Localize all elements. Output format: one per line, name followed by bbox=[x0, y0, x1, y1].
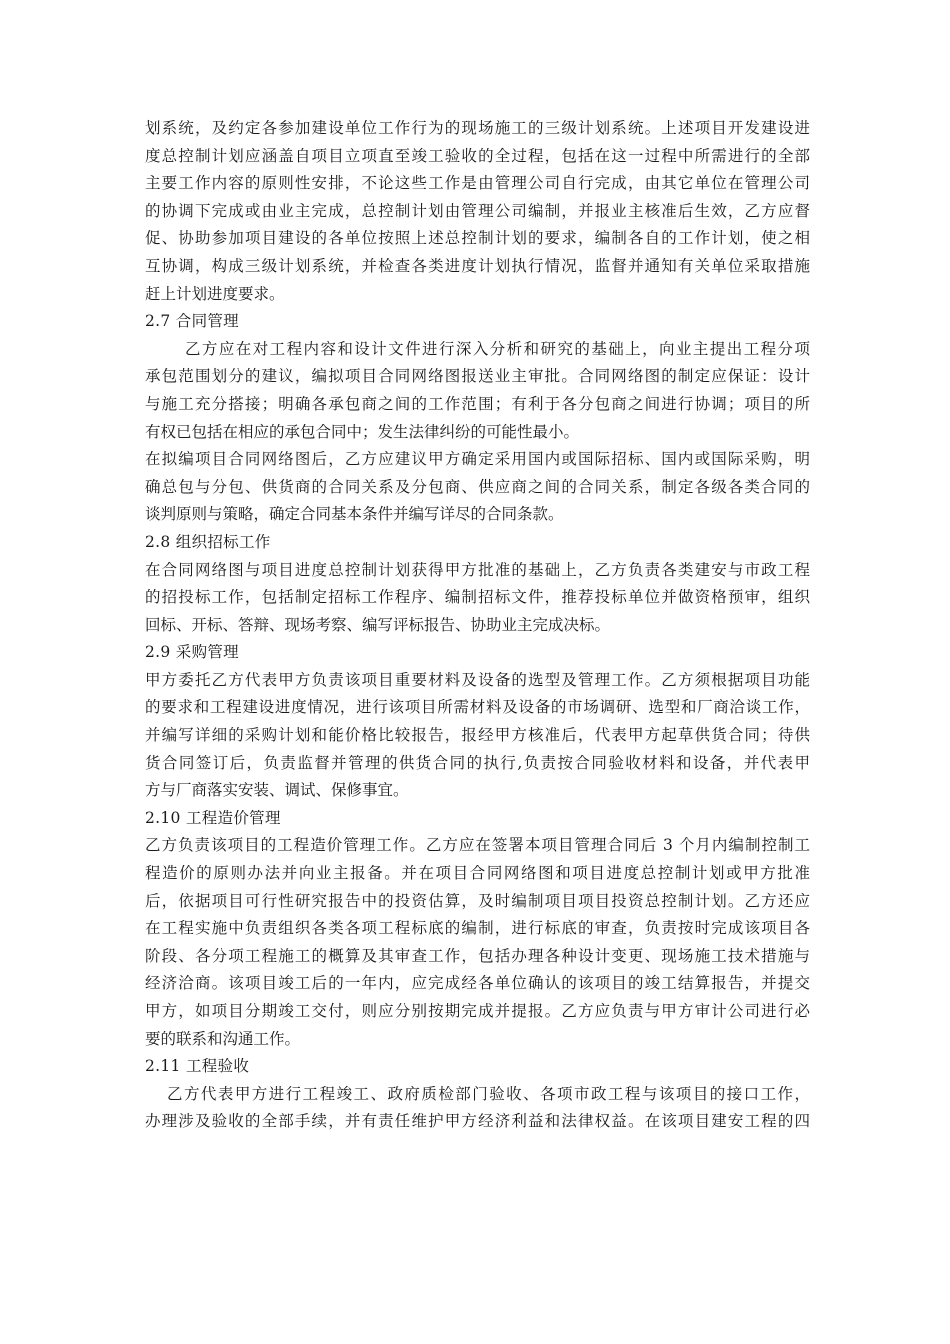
section-heading: 2.7 合同管理 bbox=[145, 312, 239, 331]
body-line: 货合同签订后，负责监督并管理的供货合同的执行,负责按合同验收材料和设备，并代表甲 bbox=[145, 753, 810, 772]
body-line: 的招投标工作，包括制定招标工作程序、编制招标文件，推荐投标单位并做资格预审，组织 bbox=[145, 588, 810, 607]
body-line: 后，依据项目可行性研究报告中的投资估算，及时编制项目项目投资总控制计划。乙方还应 bbox=[145, 891, 810, 910]
paragraph-first-line: 乙方应在对工程内容和设计文件进行深入分析和研究的基础上，向业主提出工程分项 bbox=[185, 339, 810, 358]
document-page bbox=[145, 115, 810, 1136]
body-line: 甲方，如项目分期竣工交付，则应分别按期完成并提报。乙方应负责与甲方审计公司进行必 bbox=[145, 1002, 810, 1020]
section-heading: 2.10 工程造价管理 bbox=[145, 808, 281, 827]
body-line: 的协调下完成或由业主完成，总控制计划由管理公司编制，并报业主核准后生效，乙方应督 bbox=[145, 201, 810, 220]
body-line: 并编写详细的采购计划和能价格比较报告，报经甲方核准后，代表甲方起草供货合同；待供 bbox=[145, 726, 810, 745]
paragraph-last-line: 方与厂商落实安装、调试、保修事宜。 bbox=[145, 781, 409, 800]
body-line: 与施工充分搭接；明确各承包商之间的工作范围；有利于各分包商之间进行协调；项目的所 bbox=[145, 394, 810, 413]
body-line: 在拟编项目合同网络图后，乙方应建议甲方确定采用国内或国际招标、国内或国际采购，明 bbox=[145, 450, 810, 469]
paragraph-last-line: 要的联系和沟通工作。 bbox=[145, 1029, 301, 1048]
body-line: 确总包与分包、供货商的合同关系及分包商、供应商之间的合同关系，制定各级各类合同的 bbox=[145, 477, 810, 496]
body-line: 在合同网络图与项目进度总控制计划获得甲方批准的基础上，乙方负责各类建安与市政工程 bbox=[145, 560, 810, 579]
body-line: 互协调，构成三级计划系统，并检查各类进度计划执行情况，监督并通知有关单位采取措施 bbox=[145, 256, 810, 275]
body-line: 甲方委托乙方代表甲方负责该项目重要材料及设备的选型及管理工作。乙方须根据项目功能 bbox=[145, 670, 810, 689]
body-line: 的要求和工程建设进度情况，进行该项目所需材料及设备的市场调研、选型和厂商洽谈工作， bbox=[145, 698, 810, 717]
body-line: 主要工作内容的原则性安排，不论这些工作是由管理公司自行完成，由其它单位在管理公司 bbox=[145, 174, 810, 193]
body-line: 阶段、各分项工程施工的概算及其审查工作，包括办理各种设计变更、现场施工技术措施与 bbox=[145, 946, 810, 965]
section-heading: 2.9 采购管理 bbox=[145, 643, 239, 662]
body-line: 经济洽商。该项目竣工后的一年内，应完成经各单位确认的该项目的竣工结算报告，并提交 bbox=[145, 974, 810, 993]
body-line: 办理涉及验收的全部手续，并有责任维护甲方经济利益和法律权益。在该项目建安工程的四 bbox=[145, 1112, 810, 1131]
body-line: 程造价的原则办法并向业主报备。并在项目合同网络图和项目进度总控制计划或甲方批准 bbox=[145, 864, 810, 883]
body-line: 划系统，及约定各参加建设单位工作行为的现场施工的三级计划系统。上述项目开发建设进 bbox=[145, 119, 810, 137]
body-line: 在工程实施中负责组织各类各项工程标底的编制，进行标底的审查，负责按时完成该项目各 bbox=[145, 919, 810, 938]
paragraph-first-line: 乙方代表甲方进行工程竣工、政府质检部门验收、各项市政工程与该项目的接口工作， bbox=[167, 1084, 810, 1103]
paragraph-last-line: 有权已包括在相应的承包合同中；发生法律纠纷的可能性最小。 bbox=[145, 422, 580, 441]
paragraph-last-line: 回标、开标、答辩、现场考察、编写评标报告、协助业主完成决标。 bbox=[145, 615, 611, 634]
section-heading: 2.11 工程验收 bbox=[145, 1057, 250, 1076]
body-line: 度总控制计划应涵盖自项目立项直至竣工验收的全过程，包括在这一过程中所需进行的全部 bbox=[145, 146, 810, 165]
body-line: 承包范围划分的建议，编拟项目合同网络图报送业主审批。合同网络图的制定应保证：设计 bbox=[145, 367, 810, 386]
paragraph-last-line: 赶上计划进度要求。 bbox=[145, 284, 285, 303]
section-heading: 2.8 组织招标工作 bbox=[145, 532, 271, 551]
paragraph-last-line: 谈判原则与策略，确定合同基本条件并编写详尽的合同条款。 bbox=[145, 505, 564, 524]
body-line: 乙方负责该项目的工程造价管理工作。乙方应在签署本项目管理合同后 3 个月内编制控制工 bbox=[145, 836, 810, 855]
body-line: 促、协助参加项目建设的各单位按照上述总控制计划的要求，编制各自的工作计划，使之相 bbox=[145, 229, 810, 248]
